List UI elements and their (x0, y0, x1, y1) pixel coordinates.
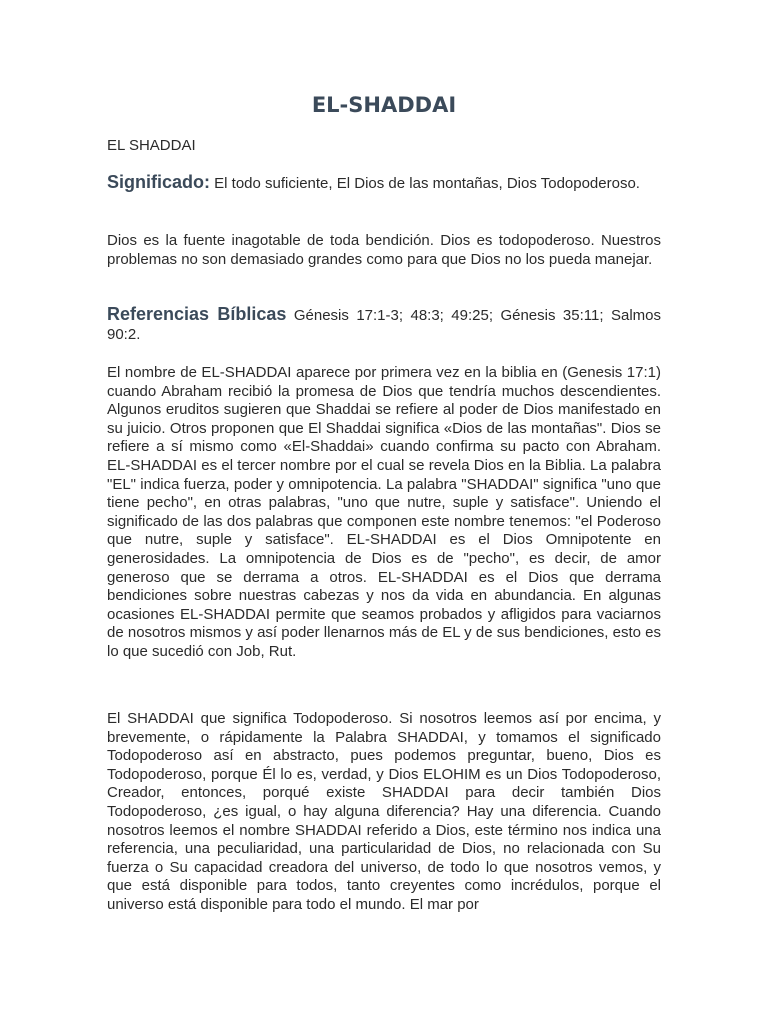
meaning-paragraph (107, 173, 661, 194)
references-label: Referencias Bíblicas (107, 304, 287, 324)
paragraph-2: El nombre de EL-SHADDAI aparece por primera vez en la biblia en (Genesis 17:1) cuando Abraham recibió la promesa de Dios que tendría muchos descendientes. Algunos eruditos sugieren que Shaddai se refiere al poder de Dios manifestado en su juicio. Otros proponen que El Shaddai significa «Dios de las montañas". Dios se refiere a sí mismo como «El-Shaddai» cuando confirma su pacto con Abraham. EL-SHADDAI es el tercer nombre por el cual se revela Dios en la Biblia. La palabra "EL" indica fuerza, poder y omnipotencia. La palabra "SHADDAI" significa "uno que tiene pecho", en otras palabras, "uno que nutre, suple y satisface". Uniendo el significado de las dos palabras que componen este nombre tenemos: "el Poderoso que nutre, suple y satisface". EL-SHADDAI es el Dios Omnipotente en generosidades. La omnipotencia de Dios es de "pecho", es decir, de amor generoso que se derrama a otros. EL-SHADDAI es el Dios que derrama bendiciones sobre nuestras cabezas y nos da vida en abundancia. En algunas ocasiones EL-SHADDAI permite que seamos probados y afligidos para vaciarnos de nosotros mismos y así poder llenarnos más de EL y de sus bendiciones, esto es lo que sucedió con Job, Rut. (107, 364, 661, 660)
references-text: Génesis 17:1-3; 48:3; 49:25; Génesis 35:11; Salmos 90:2. (107, 307, 661, 343)
references-paragraph (107, 305, 661, 344)
meaning-text: El todo suficiente, El Dios de las montañas, Dios Todopoderoso. (210, 175, 640, 192)
meaning-label: Significado: (107, 172, 210, 192)
paragraph-3: El SHADDAI que significa Todopoderoso. Si nosotros leemos así por encima, y brevemente, o rápidamente la Palabra SHADDAI, y tomamos el significado Todopoderoso así en abstracto, pues podemos preguntar, bueno, Dios es Todopoderoso, porque Él lo es, verdad, y Dios ELOHIM es un Dios Todopoderoso, Creador, entonces, porqué existe SHADDAI para decir también Dios Todopoderoso, ¿es igual, o hay alguna diferencia? Hay una diferencia. Cuando nosotros leemos el nombre SHADDAI referido a Dios, este término nos indica una referencia, una peculiaridad, una particularidad de Dios, no relacionada con Su fuerza o Su capacidad creadora del universo, de todo lo que nosotros vemos, y que está disponible para todos, tanto creyentes como incrédulos, porque el universo está disponible para todo el mundo. El mar por (107, 710, 661, 913)
document-subtitle: EL SHADDAI (107, 137, 196, 154)
page-title: EL-SHADDAI (311, 93, 457, 117)
paragraph-1: Dios es la fuente inagotable de toda bendición. Dios es todopoderoso. Nuestros problemas no son demasiado grandes como para que Dios no los pueda manejar. (107, 232, 661, 268)
